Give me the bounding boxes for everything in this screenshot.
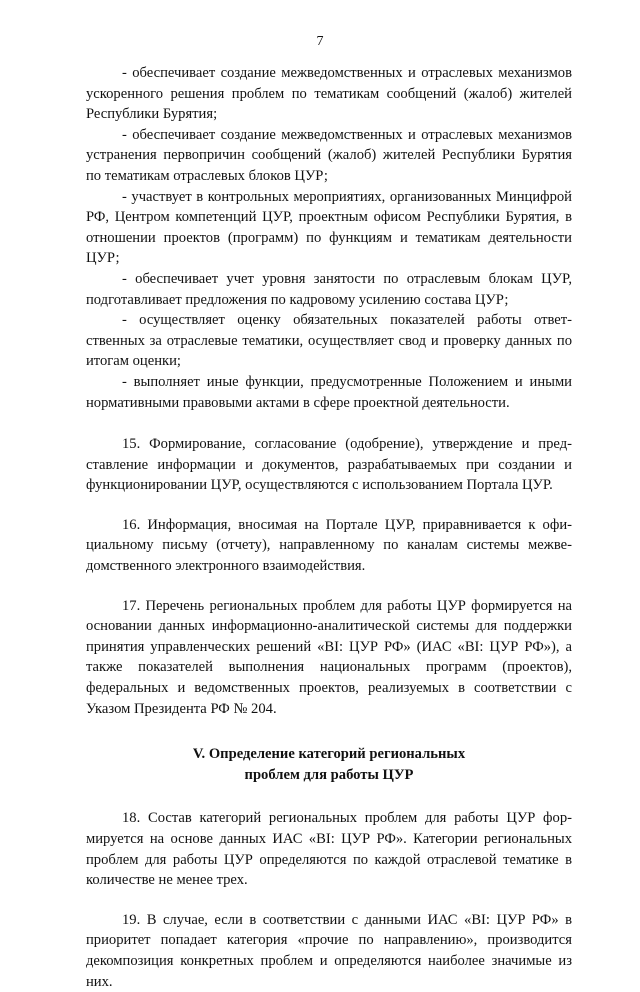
- bullet-item: - обеспечивает создание межведомственных и отраслевых механизмов устранения первопричин сообщений (жалоб) жителей Республики Бурятия по тематикам отраслевых блоков ЦУР;: [86, 126, 572, 184]
- paragraph-17: 17. Перечень региональных проблем для работы ЦУР формируется на основании данных информационно-аналитической системы для поддержки принятия управленческих решений «BI: ЦУР РФ» (ИАС «BI: ЦУР РФ»), а также показателей выполнения национальных программ (проектов), федеральных и ведомственных проектов, реализуемых в соответствии с Указом Президента РФ № 204.: [86, 597, 572, 717]
- document-body: [86, 63, 572, 992]
- bullet-item: - осуществляет оценку обязательных показателей работы ответственных за отраслевые тематики, осуществляет свод и проверку данных по итогам оценки;: [86, 312, 572, 370]
- bullet-item: - участвует в контрольных мероприятиях, организованных Минцифрой РФ, Центром компетенций ЦУР, проектным офисом Республики Бурятия, в отношении проектов (программ) по функциям и тематикам деятельности ЦУР;: [86, 188, 572, 267]
- page-number: 7: [316, 34, 324, 49]
- section-heading: [86, 744, 572, 785]
- paragraph-18: 18. Состав категорий региональных проблем для работы ЦУР формируется на основе данных ИАС «BI: ЦУР РФ». Категории региональных проблем для работы ЦУР определяются по каждой отраслевой тематике в количестве не менее трех.: [86, 810, 572, 889]
- bullet-item: - обеспечивает создание межведомственных и отраслевых механизмов ускоренного решения проблем по тематикам сообщений (жалоб) жителей Республики Бурятия;: [86, 65, 572, 123]
- paragraph-15: 15. Формирование, согласование (одобрение), утверждение и представление информации и документов, разрабатываемых при создании и функционировании ЦУР, осуществляются с использованием Портала ЦУР.: [86, 436, 572, 494]
- bullet-item: - обеспечивает учет уровня занятости по отраслевым блокам ЦУР, подготавливает предложения по кадровому усилению состава ЦУР;: [86, 270, 572, 308]
- paragraph-16: 16. Информация, вносимая на Портале ЦУР, приравнивается к официальному письму (отчету), направленному по каналам системы межведомственного электронного взаимодействия.: [86, 516, 572, 575]
- bullet-item: - выполняет иные функции, предусмотренные Положением и иными нормативными правовыми актами в сфере проектной деятельности.: [86, 373, 572, 411]
- section-heading-line-2: проблем для работы ЦУР: [244, 766, 414, 783]
- paragraph-19: 19. В случае, если в соответствии с данными ИАС «BI: ЦУР РФ» в приоритет попадает категория «прочие по направлению», производится декомпозиция конкретных проблем и определяются наиболее значимые из них.: [86, 911, 572, 990]
- section-heading-line-1: V. Определение категорий региональных: [192, 746, 466, 763]
